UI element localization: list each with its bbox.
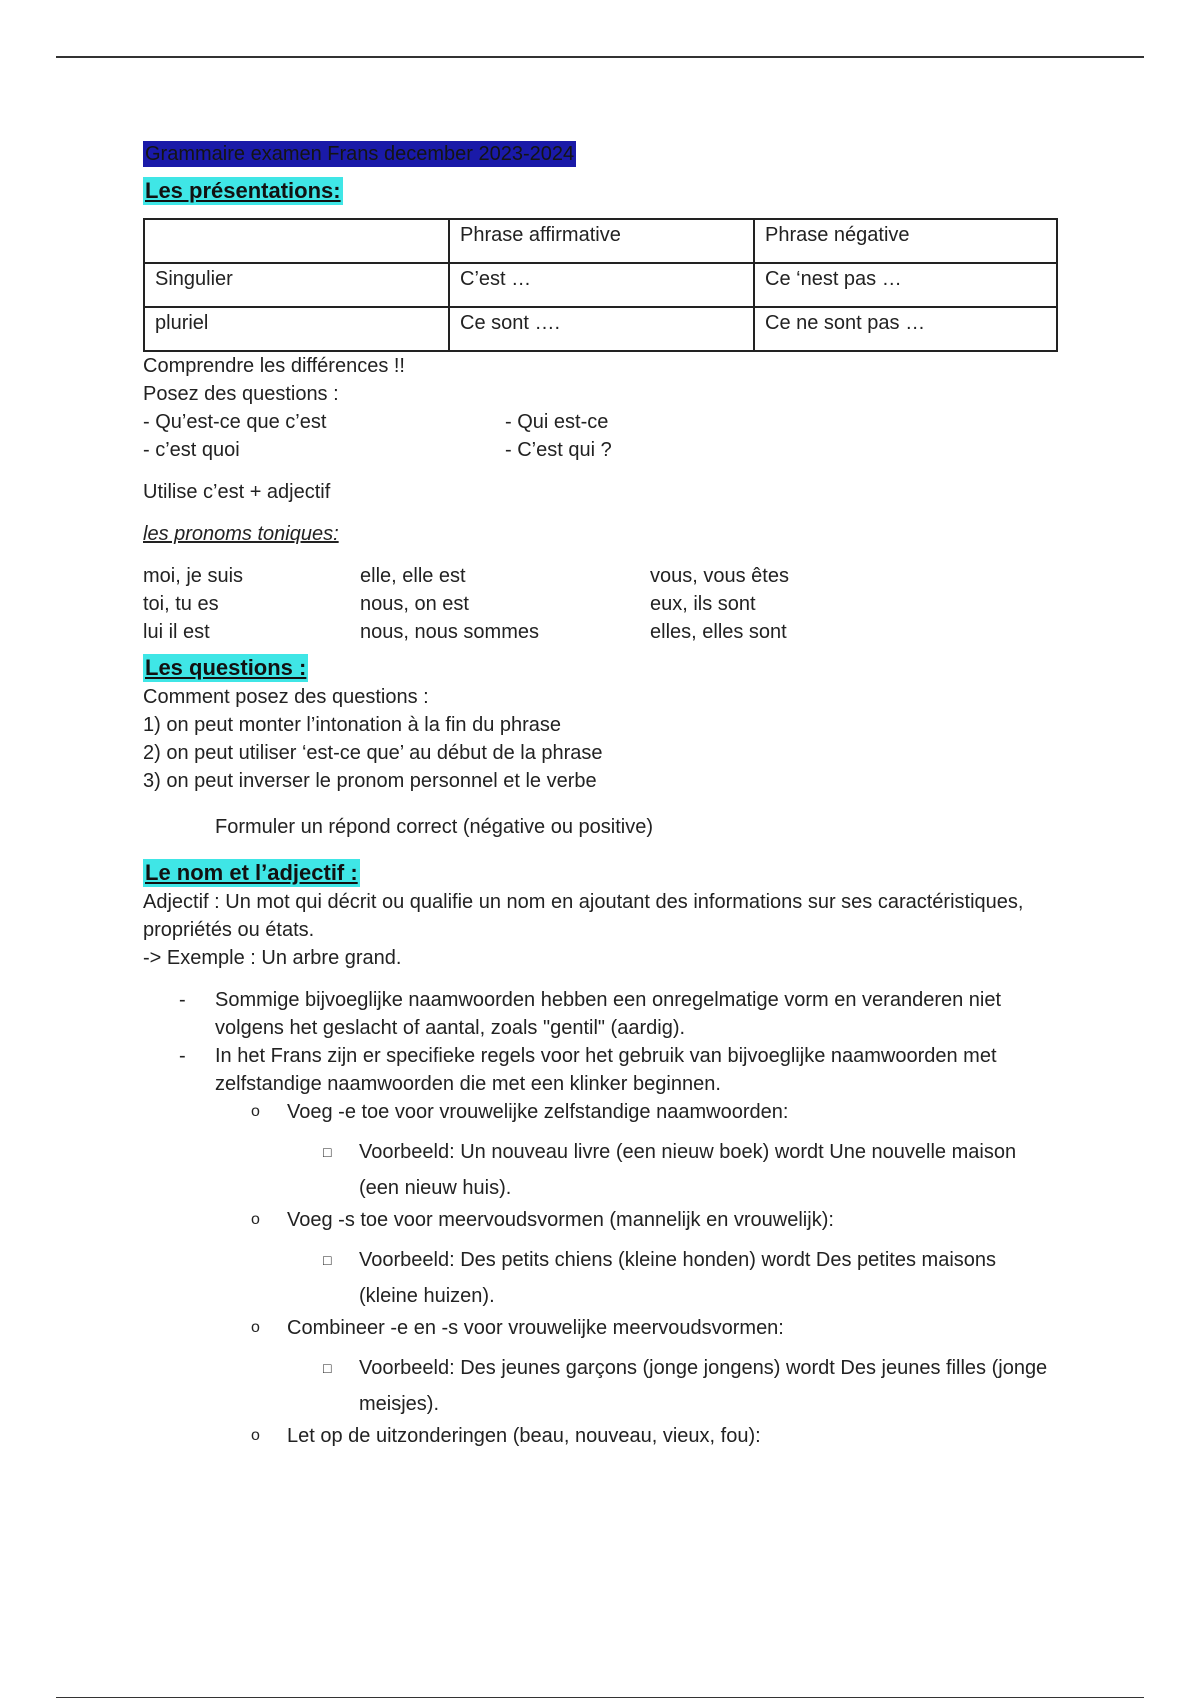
table-cell: C’est … (449, 263, 754, 307)
dash-bullet-icon: - (179, 1045, 186, 1067)
table-row (144, 219, 1057, 263)
list-item: - Qu’est-ce que c’est (143, 411, 327, 433)
table-cell: Ce sont …. (449, 307, 754, 351)
list-item: - Qui est-ce (505, 411, 609, 433)
list-item: elle, elle est (360, 565, 466, 587)
rule-item: o Let op de uitzonderingen (beau, nouveau, vieux, fou): (251, 1422, 1063, 1450)
paragraph: Adjectif : Un mot qui décrit ou qualifie un nom en ajoutant des informations sur ses caractéristiques, propriétés ou états. (143, 891, 1024, 941)
document-title: Grammaire examen Frans december 2023-2024 (145, 143, 575, 165)
presentations-table (143, 218, 1058, 352)
list-item: vous, vous êtes (650, 565, 789, 587)
table-cell: Ce ‘nest pas … (754, 263, 1057, 307)
heading-nom-adjectif: Le nom et l’adjectif : (145, 860, 358, 885)
list-item: eux, ils sont (650, 593, 756, 615)
paragraph: -> Exemple : Un arbre grand. (143, 947, 402, 969)
paragraph: Utilise c’est + adjectif (143, 481, 331, 503)
square-bullet-icon: □ (323, 1252, 332, 1268)
square-bullet-icon: □ (323, 1144, 332, 1160)
table-row (144, 263, 1057, 307)
list-item: toi, tu es (143, 593, 219, 615)
list-item: - c’est quoi (143, 439, 240, 461)
list-item: - Sommige bijvoeglijke naamwoorden hebben een onregelmatige vorm en veranderen niet volgens het geslacht of aantal, zoals "gentil" (aardig). (179, 986, 1063, 1042)
subheading-pronoms-toniques: les pronoms toniques: (143, 523, 339, 545)
paragraph: Comment posez des questions : (143, 686, 429, 708)
list-item: 3) on peut inverser le pronom personnel et le verbe (143, 770, 597, 792)
table-cell: Phrase négative (754, 219, 1057, 263)
circle-bullet-icon: o (251, 1103, 260, 1120)
circle-bullet-icon: o (251, 1427, 260, 1444)
rule-item: o Voeg -s toe voor meervoudsvormen (mannelijk en vrouwelijk): (251, 1206, 1063, 1234)
list-item: - C’est qui ? (505, 439, 612, 461)
paragraph: Posez des questions : (143, 383, 339, 405)
table-row (144, 307, 1057, 351)
list-item: 2) on peut utiliser ‘est-ce que’ au début de la phrase (143, 742, 603, 764)
table-cell: Phrase affirmative (449, 219, 754, 263)
example-item: □ Voorbeeld: Des jeunes garçons (jonge jongens) wordt Des jeunes filles (jonge meisjes). (323, 1342, 1063, 1422)
table-cell: Ce ne sont pas … (754, 307, 1057, 351)
list-item: - In het Frans zijn er specifieke regels voor het gebruik van bijvoeglijke naamwoorden met zelfstandige naamwoorden die met een klinker beginnen. (179, 1042, 1063, 1098)
list-item: nous, nous sommes (360, 621, 539, 643)
arrow-bullet-icon (181, 813, 215, 841)
table-cell (144, 219, 449, 263)
rule-item: o Combineer -e en -s voor vrouwelijke meervoudsvormen: (251, 1314, 1063, 1342)
rule-item: o Voeg -e toe voor vrouwelijke zelfstandige naamwoorden: (251, 1098, 1063, 1126)
note-text: Formuler un répond correct (négative ou positive) (215, 816, 653, 838)
list-item: moi, je suis (143, 565, 244, 587)
list-item: lui il est (143, 621, 210, 643)
table-cell: pluriel (144, 307, 449, 351)
circle-bullet-icon: o (251, 1211, 260, 1228)
heading-questions: Les questions : (145, 655, 307, 680)
dash-bullet-icon: - (179, 989, 186, 1011)
example-item: □ Voorbeeld: Des petits chiens (kleine honden) wordt Des petites maisons (kleine huizen). (323, 1234, 1063, 1314)
heading-presentations: Les présentations: (145, 178, 341, 203)
list-item: elles, elles sont (650, 621, 787, 643)
square-bullet-icon: □ (323, 1360, 332, 1376)
circle-bullet-icon: o (251, 1319, 260, 1336)
list-item: 1) on peut monter l’intonation à la fin du phrase (143, 714, 562, 736)
footer-rule (56, 1697, 1144, 1698)
header-rule (56, 56, 1144, 58)
table-cell: Singulier (144, 263, 449, 307)
dash-list (143, 986, 1063, 1098)
list-item: nous, on est (360, 593, 469, 615)
example-item: □ Voorbeeld: Un nouveau livre (een nieuw boek) wordt Une nouvelle maison (een nieuw huis). (323, 1126, 1063, 1206)
question-forms (143, 408, 1063, 464)
pronoms-grid (143, 562, 1063, 646)
document-body (143, 140, 1063, 1450)
note-item (181, 813, 1063, 841)
paragraph: Comprendre les différences !! (143, 355, 405, 377)
